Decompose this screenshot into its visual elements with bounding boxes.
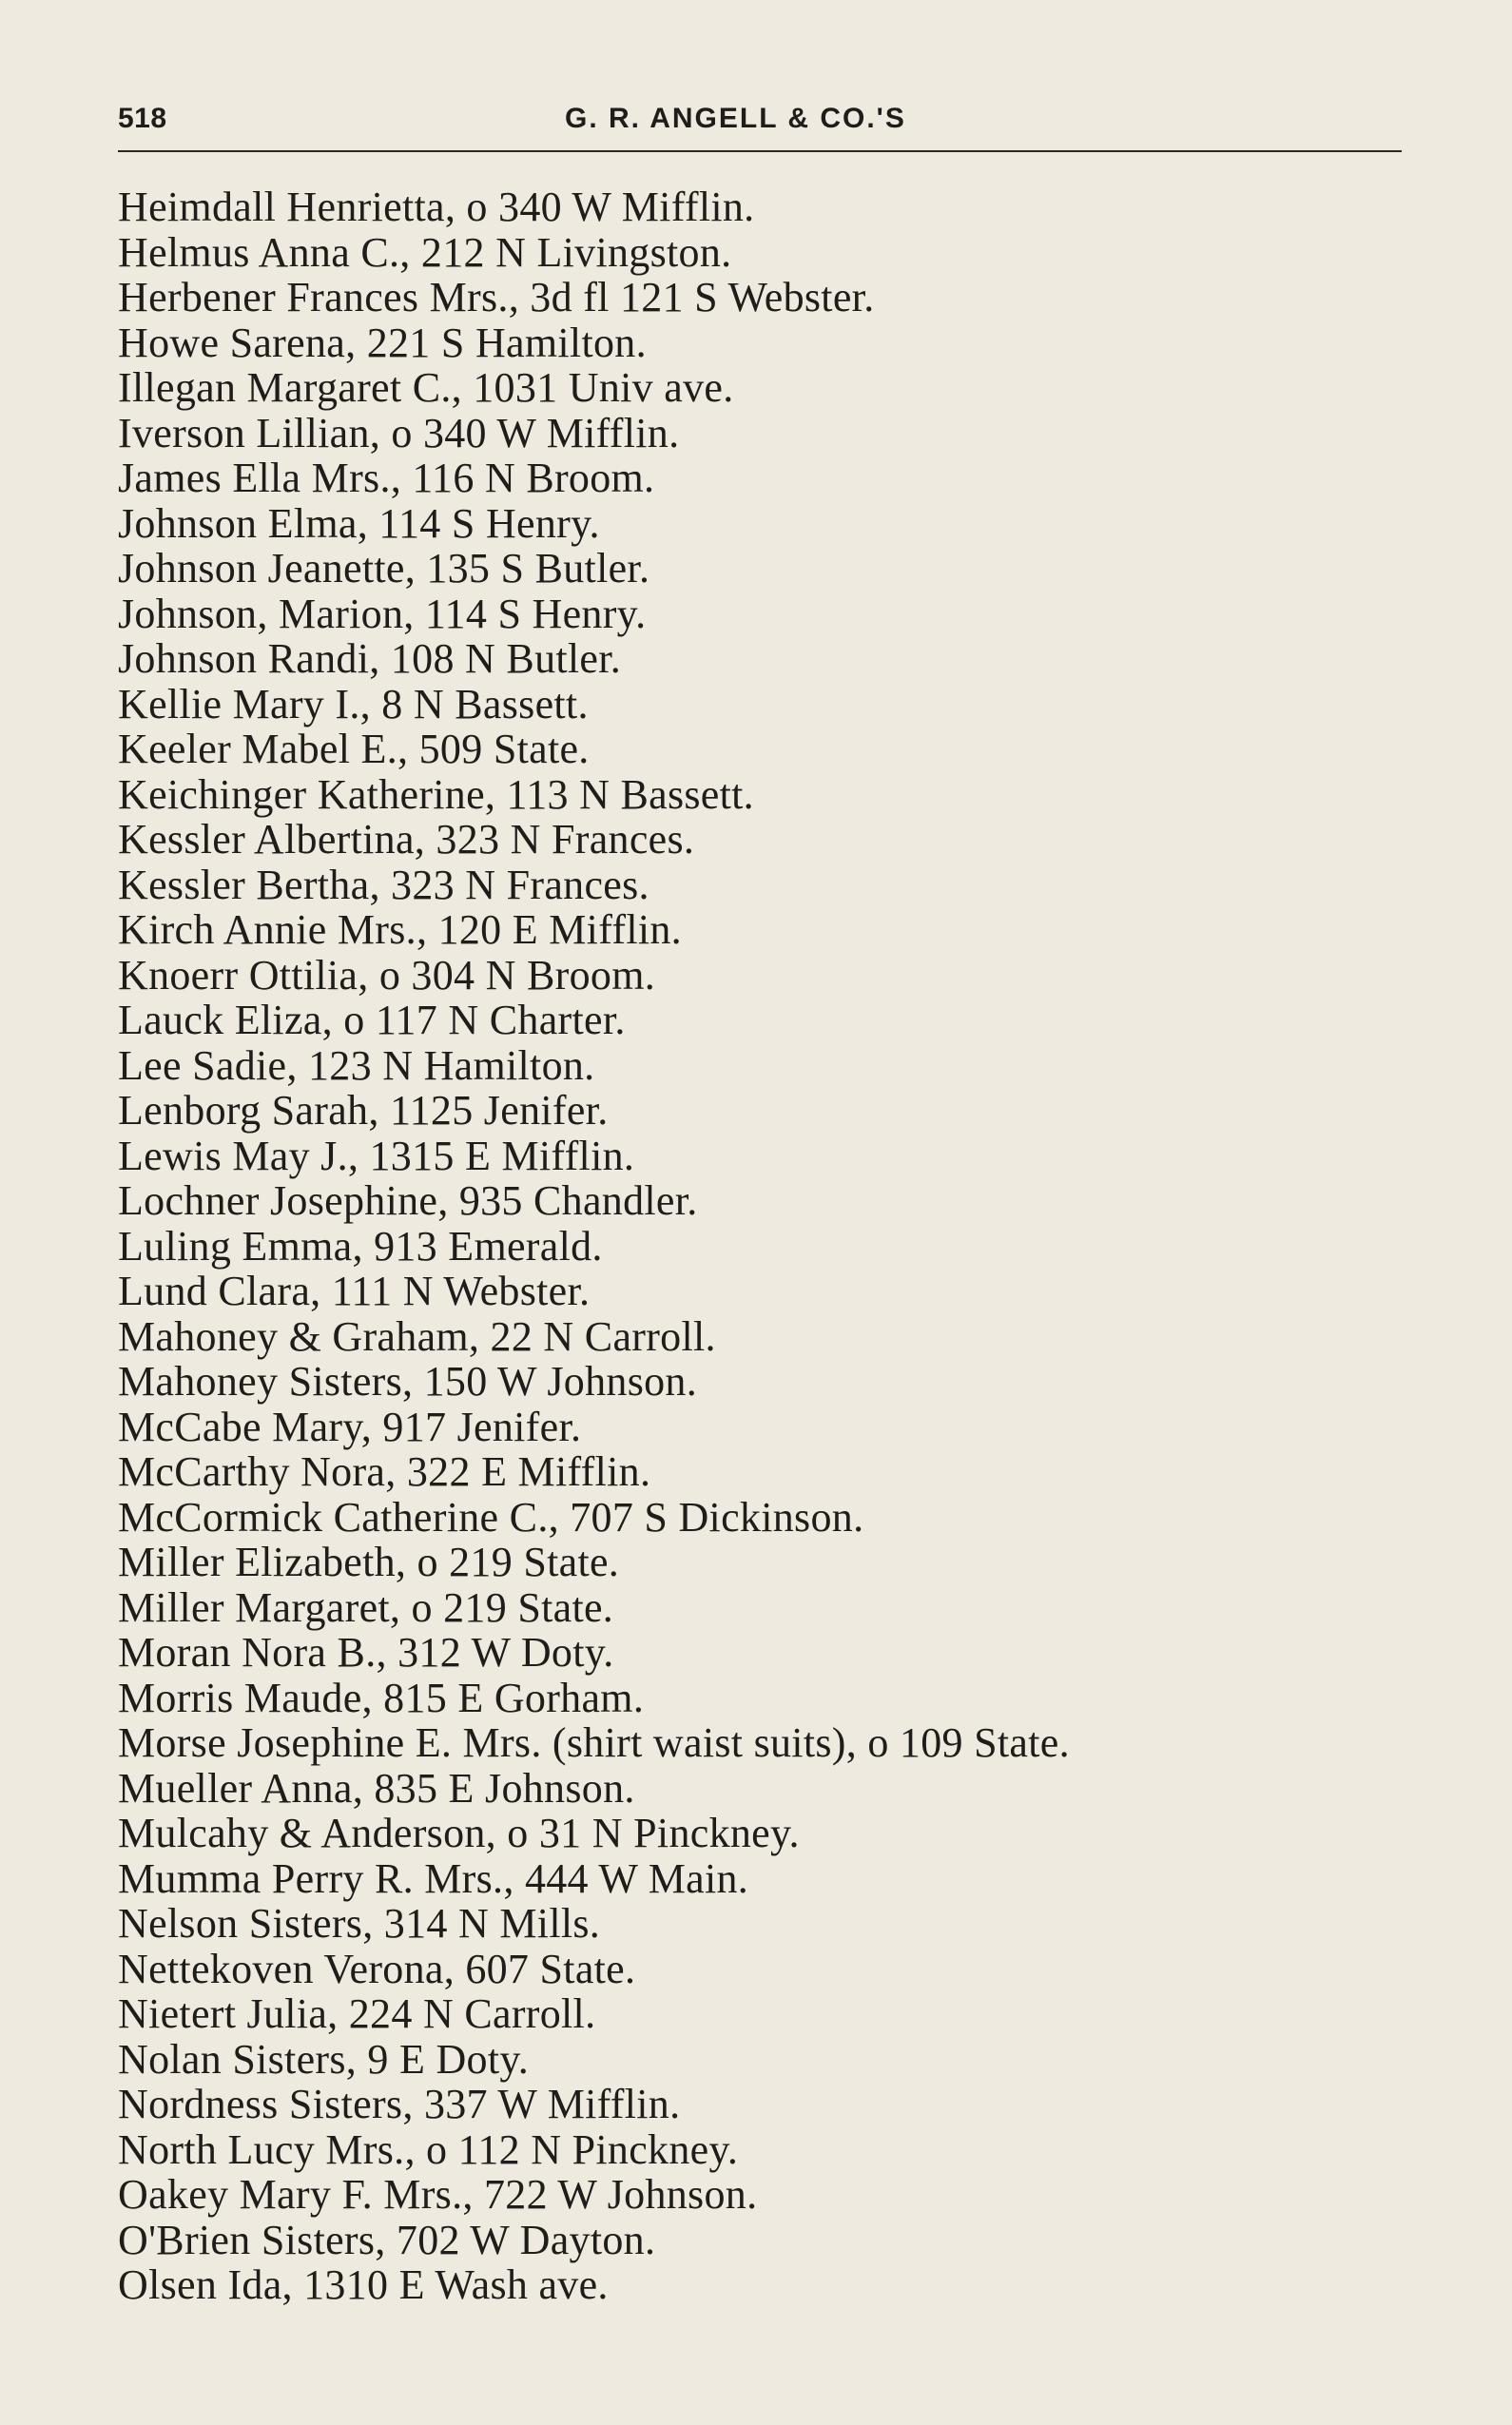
directory-entry: Howe Sarena, 221 S Hamilton. <box>118 319 647 366</box>
directory-entry: Mueller Anna, 835 E Johnson. <box>118 1764 635 1812</box>
directory-entry: Mulcahy & Anderson, o 31 N Pinckney. <box>118 1810 800 1856</box>
directory-entry: Keichinger Katherine, 113 N Bassett. <box>118 770 754 818</box>
directory-entry: Illegan Margaret C., 1031 Univ ave. <box>118 364 734 411</box>
directory-entry: Morris Maude, 815 E Gorham. <box>118 1674 645 1721</box>
directory-entry: Nolan Sisters, 9 E Doty. <box>118 2035 530 2083</box>
directory-entry: Nordness Sisters, 337 W Mifflin. <box>118 2081 681 2127</box>
directory-entry: Johnson Jeanette, 135 S Butler. <box>118 545 650 592</box>
directory-entry: McCabe Mary, 917 Jenifer. <box>118 1403 582 1450</box>
directory-listing <box>118 184 1449 2308</box>
directory-entry: O'Brien Sisters, 702 W Dayton. <box>118 2216 656 2263</box>
directory-entry: Mahoney & Graham, 22 N Carroll. <box>118 1312 716 1360</box>
directory-entry: Kessler Albertina, 323 N Frances. <box>118 816 695 863</box>
directory-entry: Johnson Elma, 114 S Henry. <box>118 499 600 547</box>
directory-entry: Lochner Josephine, 935 Chandler. <box>118 1177 698 1224</box>
directory-entry: Herbener Frances Mrs., 3d fl 121 S Webster. <box>118 274 875 320</box>
directory-entry: Helmus Anna C., 212 N Livingston. <box>118 228 732 276</box>
directory-entry: Keeler Mabel E., 509 State. <box>118 726 590 772</box>
directory-entry: Luling Emma, 913 Emerald. <box>118 1222 603 1270</box>
page-number: 518 <box>118 103 167 134</box>
directory-entry: Iverson Lillian, o 340 W Mifflin. <box>118 409 680 456</box>
directory-entry: Oakey Mary F. Mrs., 722 W Johnson. <box>118 2171 758 2218</box>
directory-entry: Nietert Julia, 224 N Carroll. <box>118 1990 596 2037</box>
directory-entry: Johnson Randi, 108 N Butler. <box>118 635 622 682</box>
directory-entry: Miller Elizabeth, o 219 State. <box>118 1539 620 1585</box>
directory-entry: Lee Sadie, 123 N Hamilton. <box>118 1041 595 1089</box>
directory-entry: Johnson, Marion, 114 S Henry. <box>118 590 647 637</box>
directory-entry: North Lucy Mrs., o 112 N Pinckney. <box>118 2125 739 2173</box>
directory-entry: Olsen Ida, 1310 E Wash ave. <box>118 2261 609 2308</box>
header-rule <box>118 150 1402 152</box>
directory-entry: Morse Josephine E. Mrs. (shirt waist suits), o 109 State. <box>118 1719 1070 1766</box>
directory-entry: Nettekoven Verona, 607 State. <box>118 1945 636 1992</box>
directory-entry: Kessler Bertha, 323 N Frances. <box>118 861 649 908</box>
directory-entry: Mumma Perry R. Mrs., 444 W Main. <box>118 1854 749 1902</box>
directory-entry: Lund Clara, 111 N Webster. <box>118 1268 591 1314</box>
directory-entry: Lauck Eliza, o 117 N Charter. <box>118 997 626 1043</box>
directory-entry: Kellie Mary I., 8 N Bassett. <box>118 680 589 728</box>
directory-entry: Miller Margaret, o 219 State. <box>118 1583 614 1631</box>
directory-entry: Nelson Sisters, 314 N Mills. <box>118 1900 601 1947</box>
directory-entry: McCormick Catherine C., 707 S Dickinson. <box>118 1493 864 1541</box>
directory-entry: Heimdall Henrietta, o 340 W Mifflin. <box>118 184 755 230</box>
directory-entry: James Ella Mrs., 116 N Broom. <box>118 455 655 501</box>
directory-entry: Kirch Annie Mrs., 120 E Mifflin. <box>118 906 682 953</box>
directory-entry: Mahoney Sisters, 150 W Johnson. <box>118 1358 698 1405</box>
directory-entry: Lenborg Sarah, 1125 Jenifer. <box>118 1087 609 1134</box>
directory-entry: Lewis May J., 1315 E Mifflin. <box>118 1132 635 1179</box>
directory-entry: Knoerr Ottilia, o 304 N Broom. <box>118 951 656 999</box>
running-head: G. R. ANGELL & CO.'S <box>565 103 906 134</box>
directory-entry: Moran Nora B., 312 W Doty. <box>118 1629 614 1676</box>
page-header <box>118 95 1402 145</box>
directory-entry: McCarthy Nora, 322 E Mifflin. <box>118 1448 651 1495</box>
